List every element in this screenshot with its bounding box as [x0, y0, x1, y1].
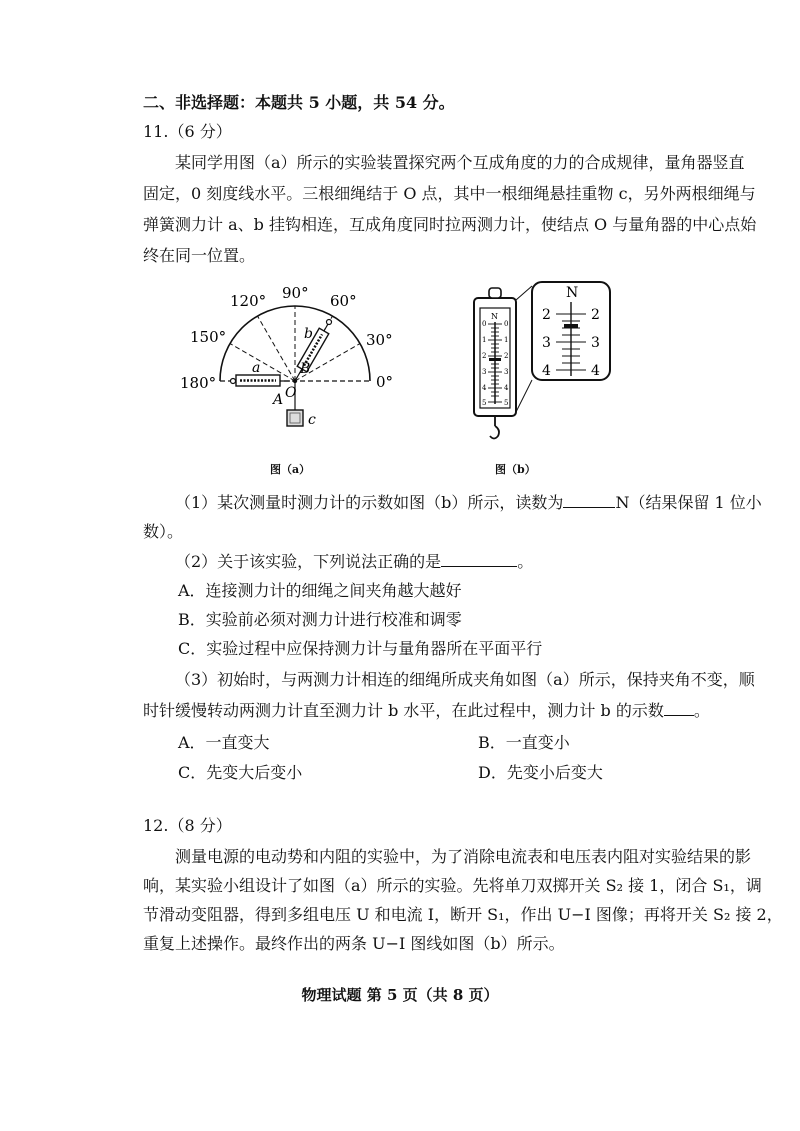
q11-part2-option-b: B．实验前必须对测力计进行校准和调零 [178, 610, 462, 629]
q11-part3-line-1: （3）初始时，与两测力计相连的细绳所成夹角如图（a）所示，保持夹角不变，顺 [175, 670, 755, 689]
svg-text:0: 0 [504, 320, 509, 328]
label-meter-b: b [304, 326, 313, 342]
label-meter-a: a [252, 360, 261, 376]
q11-part3-text: 时针缓慢转动两测力计直至测力计 b 水平，在此过程中，测力计 b 的示数 [143, 701, 664, 720]
section-heading: 二、非选择题：本题共 5 小题，共 54 分。 [143, 93, 455, 112]
label-90deg: 90° [282, 284, 309, 302]
label-0deg: 0° [376, 373, 394, 391]
q11-part1-answer-blank[interactable] [563, 493, 615, 508]
svg-text:3: 3 [482, 368, 487, 376]
label-150deg: 150° [190, 328, 227, 346]
q12-line-2: 响，某实验小组设计了如图（a）所示的实验。先将单刀双掷开关 S₂ 接 1，闭合 S₁，调 [143, 876, 762, 895]
q11-part2-option-a: A．连接测力计的细绳之间夹角越大越好 [178, 581, 462, 600]
q11-part2 [175, 551, 533, 573]
svg-text:5: 5 [482, 399, 487, 407]
label-weight-c: c [308, 412, 316, 428]
figure-b-spring-scale [468, 280, 618, 444]
svg-text:1: 1 [482, 336, 487, 344]
q11-intro-line-1: 某同学用图（a）所示的实验装置探究两个互成角度的力的合成规律，量角器竖直 [175, 153, 745, 172]
svg-text:0: 0 [482, 320, 487, 328]
radius-120 [258, 316, 296, 381]
weight-c [287, 410, 303, 426]
q12-line-4: 重复上述操作。最终作出的两条 U−I 图线如图（b）所示。 [143, 934, 565, 953]
label-60deg: 60° [330, 292, 357, 310]
figure-a-protractor [170, 276, 420, 436]
label-30deg: 30° [366, 331, 393, 349]
q11-part1-text: （1）某次测量时测力计的示数如图（b）所示，读数为 [175, 493, 564, 512]
figure-b-caption: 图（b） [495, 463, 536, 476]
svg-text:4: 4 [482, 384, 487, 392]
svg-text:1: 1 [504, 336, 509, 344]
q12-line-3: 节滑动变阻器，得到多组电压 U 和电流 I，断开 S₁，作出 U−I 图像；再将开关 S₂ 接 2， [143, 905, 783, 924]
q11-part1 [175, 492, 762, 514]
svg-text:5: 5 [504, 399, 509, 407]
scale-hook [490, 426, 499, 439]
label-point-b: B [300, 361, 311, 377]
zoom-unit-n: N [566, 285, 579, 301]
q11-part3-answer-blank[interactable] [664, 701, 694, 716]
q11-part3-text-after: 。 [693, 701, 710, 720]
svg-text:3: 3 [542, 335, 551, 351]
q11-part2-text-after: 。 [517, 552, 534, 571]
q11-intro-line-4: 终在同一位置。 [143, 246, 256, 265]
q11-part2-answer-blank[interactable] [441, 552, 517, 567]
label-120deg: 120° [230, 292, 267, 310]
svg-text:2: 2 [504, 352, 509, 360]
svg-text:3: 3 [504, 368, 509, 376]
q11-part2-text: （2）关于该实验，下列说法正确的是 [175, 552, 442, 571]
q11-part3-line-2 [143, 700, 710, 722]
scale-unit-n: N [491, 312, 498, 321]
scale-pointer [489, 358, 501, 361]
page-footer: 物理试题 第 5 页（共 8 页） [301, 986, 499, 1004]
q11-part3-option-a: A．一直变大 [178, 733, 270, 752]
q11-part3-option-d: D．先变小后变大 [478, 763, 603, 782]
q11-part2-option-c: C．实验过程中应保持测力计与量角器所在平面平行 [178, 639, 543, 658]
q12-number: 12.（8 分） [143, 816, 232, 835]
q11-intro-line-2: 固定，0 刻度线水平。三根细绳结于 O 点，其中一根细绳悬挂重物 c，另外两根细绳与 [143, 184, 756, 203]
q12-line-1: 测量电源的电动势和内阻的实验中，为了消除电流表和电压表内阻对实验结果的影 [175, 847, 752, 866]
svg-text:4: 4 [542, 363, 551, 379]
q11-part1-text-after: N（结果保留 1 位小 [615, 493, 762, 512]
label-point-a: A [273, 392, 284, 408]
svg-text:4: 4 [504, 384, 509, 392]
label-point-o: O [285, 385, 297, 401]
figure-a-caption: 图（a） [270, 463, 311, 476]
q11-number: 11.（6 分） [143, 122, 232, 141]
svg-text:4: 4 [591, 363, 600, 379]
svg-text:3: 3 [591, 335, 600, 351]
svg-text:2: 2 [591, 307, 600, 323]
label-180deg: 180° [180, 374, 217, 392]
zoom-pointer [564, 324, 578, 328]
q11-part1-cont: 数）。 [143, 522, 184, 541]
q11-intro-line-3: 弹簧测力计 a、b 挂钩相连，互成角度同时拉两测力计，使结点 O 与量角器的中心点始 [143, 215, 757, 234]
svg-text:2: 2 [482, 352, 487, 360]
svg-text:2: 2 [542, 307, 551, 323]
q11-part3-option-c: C．先变大后变小 [178, 763, 303, 782]
q11-part3-option-b: B．一直变小 [478, 733, 570, 752]
